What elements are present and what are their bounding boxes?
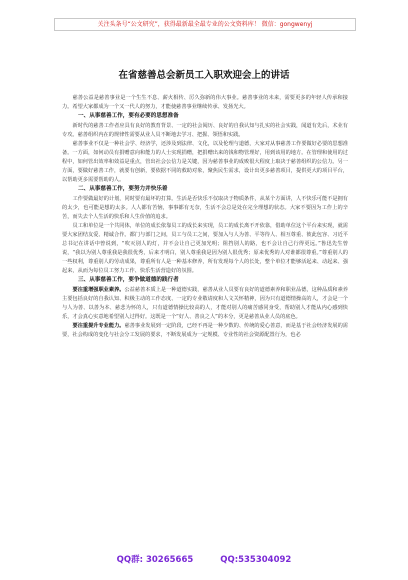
paragraph xyxy=(62,322,348,340)
paragraph-lead: 要注重增强职业素养。 xyxy=(72,286,125,293)
document-body xyxy=(62,94,348,340)
paragraph-text: 慈善事业不仅是一种社会学、经济学，还涉及到法律、文化，以及伦理与道德，大家对从事慈善工作要做好必要的思想准备。一方面，如何动员有捐赠意向和能力的人士实现捐赠，把捐赠出来的钱和物管理好，用到该用的地方。在管理和使用的过程中，如何管出效率和效益是重点，管出社会公信力是关键，因为慈善事业的成败很大程度上取决于慈善组织的公信力。另一方面，要做好慈善工作，就要有创新，要依据不同的救助对象，聚焦民生需求，设计出更多慈善项目，提供更大的项目平台，以帮助更多需要帮助的人。 xyxy=(62,140,348,183)
section-heading: 三、从事慈善工作，要争做道德的践行者 xyxy=(78,277,179,284)
document-title: 在省慈善总会新员工入职欢迎会上的讲话 xyxy=(118,70,290,81)
paragraph-text: 慈善事业发展到一定阶段，已经不再是一种少数的、传统的爱心善意，而是基于社会经济发展的需要，社会构成的变化与社会分工发展的要求，不断发展成为一定规模、专业性的社会资源配置行为，也必 xyxy=(62,322,348,338)
paragraph xyxy=(62,286,348,322)
paragraph xyxy=(62,140,348,185)
qq-group-text: QQ群: 30265665 xyxy=(116,555,194,565)
paragraph-text: 工作要做最好的计划，同时要有最坏的打算。生活是否快乐不仅取决于物质条件，从某个方面讲，人不快乐可能不是拥有的太少，也可能是想的太多。人人都有苦恼，事事都有无奈，生活不会总是处在完全理想的状态。大家不要因为工作上的辛苦，而失去个人生活的快乐和人生价值的追求。 xyxy=(62,195,348,220)
paragraph-lead: 要注重提升专业能力。 xyxy=(72,322,125,329)
paragraph xyxy=(62,222,348,276)
paragraph-text: 员工和单位是一个共同体，单位的成长依靠员工的成长来实现，员工的成长离不开依靠，借助单位这个平台来实现，就需要大家团结友爱、精诚合作。都门与部门之间，员工与员工之间，要加入与人为善、平等待人、相互尊重、彼此包容、习近平总书记在讲话中曾说到，“吹灭别人的灯，并不会让自己更加光明；阻挡别人的路，也不会让自己行得更远。”鲁迅先生曾说，“我以为别人尊重我是我很优秀，后来才明白，别人尊重我是因为别人很优秀；原来优秀的人对谁都很尊重。”尊重别人的一些权利，尊重别人的劳动成果，尊重所有人是一种基本修养，所有发现每个人的长处，整个单位才能够活起来、动起来、强起来，从而为每位员工努力工作、快乐生活营造好的氛围。 xyxy=(62,222,348,274)
section-heading: 二、从事慈善工作，要努力并快乐着 xyxy=(78,186,168,193)
paragraph-text: 公益慈善本质上是一种道德实践，慈善从业人员要有良好的道德素养和职业品德，这种品质和素养主要包括良好的自我认知、积极主动的工作态度、一定的专业敬请度和人文关怀精神，因为只有道德情操高的人，才会是一个与人为善、以善为本、慈悲为怀的人，只有道德情操比较高的人，才能对别人的痛苦感同身受，帮助别人才能从内心感到快乐，才会真心实意地希望别人过得好。这既是一个“好人、善良之人”的本分，更是慈善从业人员的底色。 xyxy=(62,286,348,320)
paragraph xyxy=(62,195,348,222)
section-heading: 一、从事慈善工作，要有必要的思想准备 xyxy=(78,113,179,120)
paragraph xyxy=(62,94,348,112)
footer-contact xyxy=(0,553,408,565)
paragraph-text: 慈善公益是慈善事业是一个生生不息、薪火相传、厉久弥新的伟大事业。慈善事业的未来，需要更多的年轻人传承和接力。希望大家都成为一个又一代人的努力，才能使慈善事业继续传承、发扬光大。 xyxy=(62,95,348,111)
paragraph xyxy=(62,122,348,140)
qq-number-text: QQ:535304092 xyxy=(220,555,292,565)
paragraph-text: 新时代的慈善工作者应具有良好的教育背景、一定的社会阅历、良好的自我认知与扎实的社会实践，闻道有先后，术业有专攻。慈善组织内在的规律性需要从业人员不断地去学习、把握、领悟和实践。 xyxy=(62,122,348,138)
top-banner: 关注头条号“公文研究”，获得最新最全最专业的公文资料库！ 微信：gongwenyj xyxy=(54,18,356,31)
